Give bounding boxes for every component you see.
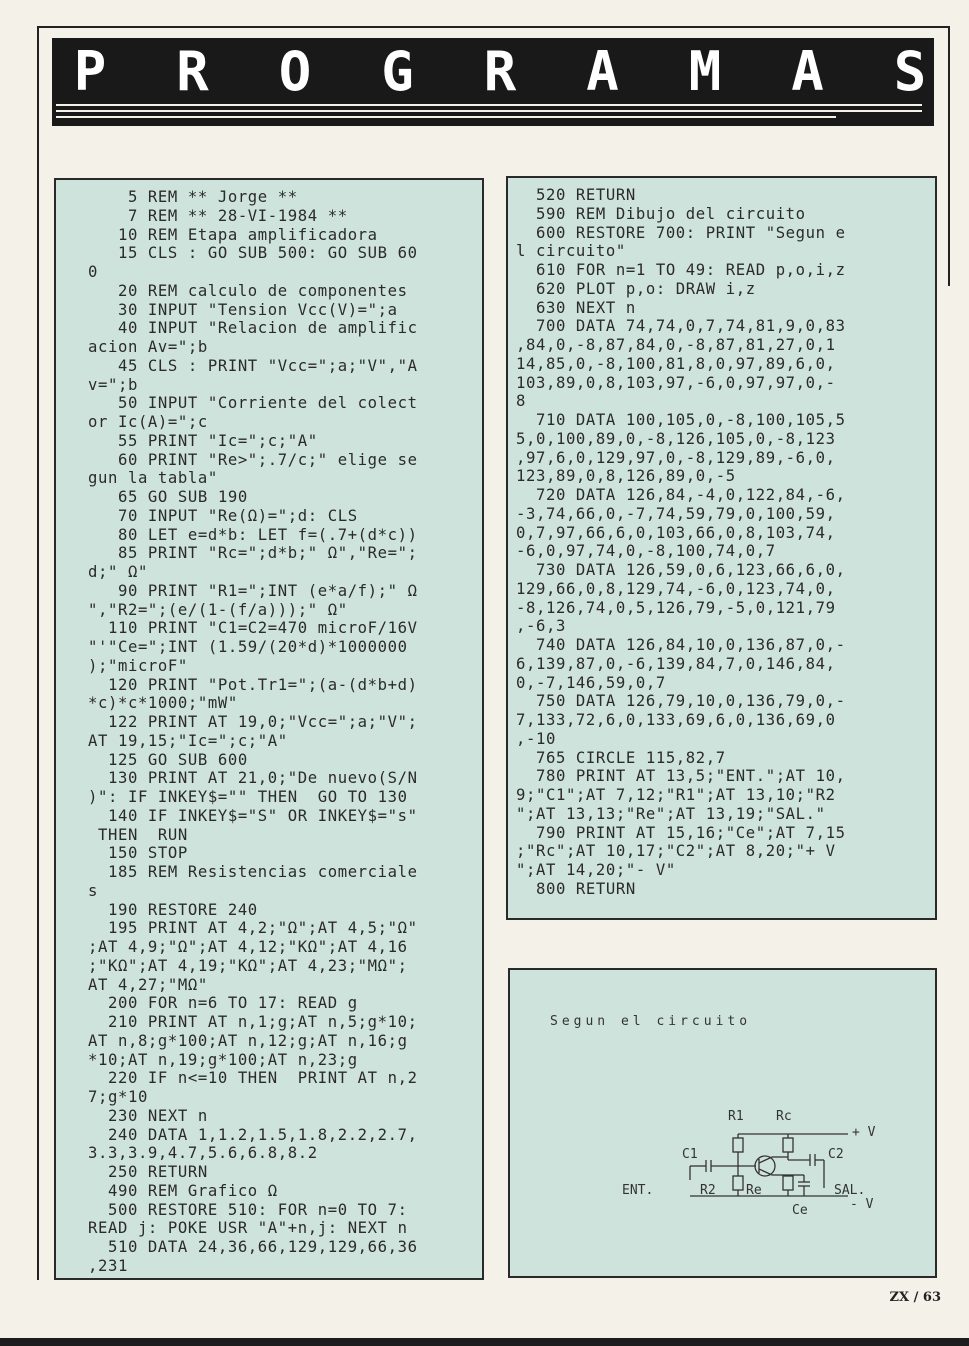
listing-left-text: 5 REM ** Jorge ** 7 REM ** 28-VI-1984 ** 10 REM Etapa amplificadora 15 CLS : GO SUB 500: GO SUB 60 0 20 REM calculo de componentes 30 INPUT "Tension Vcc(V)=";a 40 INPUT "Relacion de amplific acion Av=";b 45 CLS : PRINT "Vcc=";a;"V","A v=";b 50 INPUT "Corriente del colect or Ic(A)=";c 55 PRINT "Ic=";c;"A" 60 PRINT "Re>";.7/c;" elige se gun la tabla" 65 GO SUB 190 70 INPUT "Re(Ω)=";d: CLS 80 LET e=d*b: LET f=(.7+(d*c)) 85 PRINT "Rc=";d*b;" Ω","Re="; d;" Ω" 90 PRINT "R1=";INT (e*a/f);" Ω ","R2=";(e/(1-(f/a)));" Ω" 110 PRINT "C1=C2=470 microF/16V "'"Ce=";INT (1.59/(20*d)*1000000 );"microF" 120 PRINT "Pot.Tr1=";(a-(d*b+d) *c)*c*1000;"mW" 122 PRINT AT 19,0;"Vcc=";a;"V"; AT 19,15;"Ic=";c;"A" 125 GO SUB 600 130 PRINT AT 21,0;"De nuevo(S/N )": IF INKEY$="" THEN GO TO 130 140 IF INKEY$="S" OR INKEY$="s" THEN RUN 150 STOP 185 REM Resistencias comerciale s 190 RESTORE 240 195 PRINT AT 4,2;"Ω";AT 4,5;"Ω" ;AT 4,9;"Ω";AT 4,12;"KΩ";AT 4,16 ;"KΩ";AT 4,19;"KΩ";AT 4,23;"MΩ"; AT 4,27;"MΩ" 200 FOR n=6 TO 17: READ g 210 PRINT AT n,1;g;AT n,5;g*10; AT n,8;g*100;AT n,12;g;AT n,16;g *10;AT n,19;g*100;AT n,23;g 220 IF n<=10 THEN PRINT AT n,2 7;g*10 230 NEXT n 240 DATA 1,1.2,1.5,1.8,2.2,2.7, 3.3,3.9,4.7,5.6,6.8,8.2 250 RETURN 490 REM Grafico Ω 500 RESTORE 510: FOR n=0 TO 7: READ j: POKE USR "A"+n,j: NEXT n 510 DATA 24,36,66,129,129,66,36 ,231 [88,188,418,1275]
c2-label: C2 [828,1147,844,1162]
r2-label: R2 [700,1183,716,1198]
header-rule [56,110,922,112]
minus-v-label: - V [850,1197,874,1212]
listing-left-box [54,178,484,1280]
title-letter: P [73,39,107,103]
title-letter: G [381,39,414,103]
re-resistor [783,1176,793,1190]
header-rule [56,116,836,118]
r2-resistor [733,1176,743,1190]
title-letter: M [688,39,722,103]
section-title [70,39,930,103]
title-letter: A [586,39,619,103]
rc-resistor [783,1138,793,1152]
re-label: Re [746,1183,762,1198]
listing-right-text: 520 RETURN 590 REM Dibujo del circuito 600 RESTORE 700: PRINT "Segun e l circuito" 610 FOR n=1 TO 49: READ p,o,i,z 620 PLOT p,o: DRAW i,z 630 NEXT n 700 DATA 74,74,0,7,74,81,9,0,83 ,84,0,-8,87,84,0,-8,87,81,27,0,1 14,85,0,-8,100,81,8,0,97,89,6,0, 103,89,0,8,103,97,-6,0,97,97,0,- 8 710 DATA 100,105,0,-8,100,105,5 5,0,100,89,0,-8,126,105,0,-8,123 ,97,6,0,129,97,0,-8,129,89,-6,0, 123,89,0,8,126,89,0,-5 720 DATA 126,84,-4,0,122,84,-6, -3,74,66,0,-7,74,59,79,0,100,59, 0,7,97,66,6,0,103,66,0,8,103,74, -6,0,97,74,0,-8,100,74,0,7 730 DATA 126,59,0,6,123,66,6,0, 129,66,0,8,129,74,-6,0,123,74,0, -8,126,74,0,5,126,79,-5,0,121,79 ,-6,3 740 DATA 126,84,10,0,136,87,0,- 6,139,87,0,-6,139,84,7,0,146,84, 0,-7,146,59,0,7 750 DATA 126,79,10,0,136,79,0,- 7,133,72,6,0,133,69,6,0,136,69,0 ,-10 765 CIRCLE 115,82,7 780 PRINT AT 13,5;"ENT.";AT 10, 9;"C1";AT 7,12;"R1";AT 13,10;"R2 ";AT 13,13;"Re";AT 13,19;"SAL." 790 PRINT AT 15,16;"Ce";AT 7,15 ;"Rc";AT 10,17;"C2";AT 8,20;"+ V ";AT 14,20;"- V" 800 RETURN [516,186,846,898]
transistor-emitter [759,1169,772,1175]
title-letter: R [176,39,209,103]
transistor-collector [759,1157,772,1163]
page-frame-right [948,26,950,286]
rc-label: Rc [776,1109,792,1124]
transistor-symbol [755,1156,775,1176]
diagram-caption: Segun el circuito [550,1014,752,1029]
sal-label: SAL. [834,1183,866,1198]
header-rule [56,104,922,106]
section-header [52,38,934,126]
ce-label: Ce [792,1203,808,1218]
page-frame-left [37,26,39,1280]
title-letter: A [791,39,824,103]
c1-label: C1 [682,1147,698,1162]
ent-label: ENT. [622,1183,654,1198]
title-letter: O [278,39,312,103]
r1-label: R1 [728,1109,744,1124]
circuit-diagram [610,1090,910,1230]
circuit-diagram-panel [508,968,937,1278]
title-letter: R [483,39,517,103]
page-number: ZX / 63 [889,1290,941,1305]
plus-v-label: + V [852,1125,876,1140]
page-frame-top [37,26,950,28]
title-letter: S [893,39,927,103]
bottom-edge-bar [0,1338,969,1346]
r1-resistor [733,1138,743,1152]
listing-right-box [506,176,937,920]
